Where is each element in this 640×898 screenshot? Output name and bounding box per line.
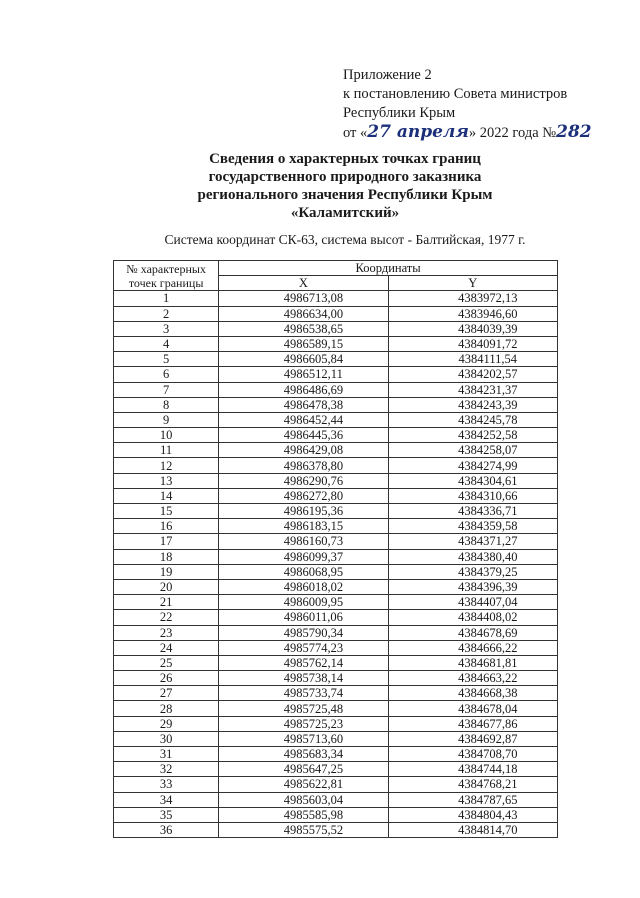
cell-y: 4384336,71 [388,504,557,519]
cell-x: 4985603,04 [219,792,388,807]
cell-x: 4986290,76 [219,473,388,488]
cell-x: 4985738,14 [219,671,388,686]
table-row [114,428,558,443]
cell-x: 4986195,36 [219,504,388,519]
cell-y: 4384379,25 [388,564,557,579]
table-row [114,747,558,762]
table-row [114,716,558,731]
cell-point-number: 23 [114,625,219,640]
cell-y: 4384371,27 [388,534,557,549]
cell-x: 4985647,25 [219,762,388,777]
table-row [114,412,558,427]
cell-x: 4986538,65 [219,321,388,336]
cell-y: 4384666,22 [388,640,557,655]
cell-x: 4986099,37 [219,549,388,564]
cell-y: 4384677,86 [388,716,557,731]
cell-x: 4985733,74 [219,686,388,701]
handwritten-date: 27 апреля [367,122,469,142]
cell-y: 4384692,87 [388,731,557,746]
table-row [114,443,558,458]
title-line-4: «Каламитский» [290,205,400,221]
table-body [114,291,558,838]
table-row [114,731,558,746]
cell-point-number: 1 [114,291,219,306]
cell-x: 4986272,80 [219,488,388,503]
cell-point-number: 5 [114,352,219,367]
cell-y: 4384396,39 [388,579,557,594]
cell-x: 4986512,11 [219,367,388,382]
cell-point-number: 17 [114,534,219,549]
cell-point-number: 8 [114,397,219,412]
title-line-1: Сведения о характерных точках границ [209,151,481,167]
cell-x: 4985774,23 [219,640,388,655]
document-title [150,150,540,222]
table-row [114,701,558,716]
cell-point-number: 33 [114,777,219,792]
cell-point-number: 18 [114,549,219,564]
handwritten-number: 282 [556,122,592,142]
table-row [114,549,558,564]
cell-y: 4384243,39 [388,397,557,412]
cell-x: 4986713,08 [219,291,388,306]
cell-y: 4384787,65 [388,792,557,807]
cell-y: 4384359,58 [388,519,557,534]
table-row [114,367,558,382]
cell-x: 4986589,15 [219,336,388,351]
cell-point-number: 31 [114,747,219,762]
cell-y: 4384768,21 [388,777,557,792]
cell-y: 4384668,38 [388,686,557,701]
table-row [114,397,558,412]
cell-y: 4384407,04 [388,595,557,610]
cell-x: 4985683,34 [219,747,388,762]
annex-date-line: от «27 апреля» 2022 года №282 [343,122,592,142]
cell-point-number: 27 [114,686,219,701]
cell-y: 4384663,22 [388,671,557,686]
cell-y: 4384814,70 [388,822,557,837]
cell-point-number: 15 [114,504,219,519]
table-row [114,488,558,503]
cell-point-number: 12 [114,458,219,473]
cell-point-number: 7 [114,382,219,397]
cell-y: 4384258,07 [388,443,557,458]
cell-x: 4986478,38 [219,397,388,412]
cell-x: 4985713,60 [219,731,388,746]
cell-x: 4986445,36 [219,428,388,443]
cell-y: 4384804,43 [388,807,557,822]
cell-y: 4384274,99 [388,458,557,473]
cell-y: 4384678,69 [388,625,557,640]
cell-y: 4383972,13 [388,291,557,306]
cell-y: 4384681,81 [388,655,557,670]
cell-point-number: 3 [114,321,219,336]
cell-x: 4985725,23 [219,716,388,731]
cell-y: 4384202,57 [388,367,557,382]
table-row [114,807,558,822]
cell-x: 4986378,80 [219,458,388,473]
table-row [114,686,558,701]
table-row [114,610,558,625]
annex-line-2: к постановлению Совета министров [343,86,568,102]
cell-y: 4384231,37 [388,382,557,397]
cell-point-number: 10 [114,428,219,443]
cell-point-number: 6 [114,367,219,382]
cell-x: 4986068,95 [219,564,388,579]
cell-x: 4986634,00 [219,306,388,321]
annex-line-1: Приложение 2 [343,67,432,83]
cell-y: 4384245,78 [388,412,557,427]
cell-point-number: 19 [114,564,219,579]
cell-point-number: 26 [114,671,219,686]
table-row [114,579,558,594]
date-year: 2022 года № [479,125,557,141]
cell-y: 4384408,02 [388,610,557,625]
cell-point-number: 9 [114,412,219,427]
coordinates-table [113,260,558,838]
table-row [114,655,558,670]
cell-x: 4986429,08 [219,443,388,458]
header-y: Y [388,276,557,291]
cell-x: 4986486,69 [219,382,388,397]
title-line-2: государственного природного заказника [208,169,482,185]
cell-point-number: 36 [114,822,219,837]
cell-point-number: 34 [114,792,219,807]
table-row [114,473,558,488]
header-coordinates: Координаты [219,261,558,276]
cell-x: 4985622,81 [219,777,388,792]
cell-y: 4384678,04 [388,701,557,716]
cell-y: 4384708,70 [388,747,557,762]
cell-point-number: 22 [114,610,219,625]
cell-point-number: 11 [114,443,219,458]
cell-y: 4384252,58 [388,428,557,443]
cell-x: 4986452,44 [219,412,388,427]
cell-point-number: 28 [114,701,219,716]
cell-y: 4384310,66 [388,488,557,503]
table-row [114,519,558,534]
cell-x: 4985790,34 [219,625,388,640]
table-row [114,625,558,640]
table-row [114,762,558,777]
cell-x: 4985725,48 [219,701,388,716]
date-prefix: от « [343,125,368,141]
cell-x: 4986018,02 [219,579,388,594]
cell-point-number: 4 [114,336,219,351]
cell-x: 4986605,84 [219,352,388,367]
table-row [114,306,558,321]
cell-point-number: 29 [114,716,219,731]
table-row [114,382,558,397]
cell-point-number: 14 [114,488,219,503]
table-row [114,458,558,473]
cell-y: 4384304,61 [388,473,557,488]
cell-point-number: 13 [114,473,219,488]
table-row [114,504,558,519]
table-row [114,321,558,336]
table-row [114,534,558,549]
table-row [114,671,558,686]
cell-point-number: 2 [114,306,219,321]
table-row [114,640,558,655]
table-row [114,595,558,610]
cell-point-number: 24 [114,640,219,655]
cell-x: 4985575,52 [219,822,388,837]
cell-x: 4986009,95 [219,595,388,610]
cell-y: 4383946,60 [388,306,557,321]
header-point-number: № характерных точек границы [114,261,219,291]
annex-line-3: Республики Крым [343,105,456,121]
cell-y: 4384380,40 [388,549,557,564]
annex-header [343,66,592,143]
cell-point-number: 30 [114,731,219,746]
table-row [114,352,558,367]
coordinate-system-note: Система координат СК-63, система высот - Балтийская, 1977 г. [164,232,526,247]
table-row [114,564,558,579]
cell-point-number: 32 [114,762,219,777]
table-row [114,336,558,351]
cell-x: 4986183,15 [219,519,388,534]
cell-point-number: 20 [114,579,219,594]
cell-y: 4384744,18 [388,762,557,777]
title-line-3: регионального значения Республики Крым [197,187,493,203]
table-row [114,822,558,837]
cell-point-number: 21 [114,595,219,610]
table-row [114,777,558,792]
cell-x: 4985585,98 [219,807,388,822]
table-row [114,792,558,807]
table-row [114,291,558,306]
cell-y: 4384039,39 [388,321,557,336]
cell-x: 4986011,06 [219,610,388,625]
cell-point-number: 16 [114,519,219,534]
cell-y: 4384091,72 [388,336,557,351]
cell-x: 4985762,14 [219,655,388,670]
header-x: X [219,276,388,291]
cell-point-number: 35 [114,807,219,822]
cell-point-number: 25 [114,655,219,670]
cell-y: 4384111,54 [388,352,557,367]
cell-x: 4986160,73 [219,534,388,549]
